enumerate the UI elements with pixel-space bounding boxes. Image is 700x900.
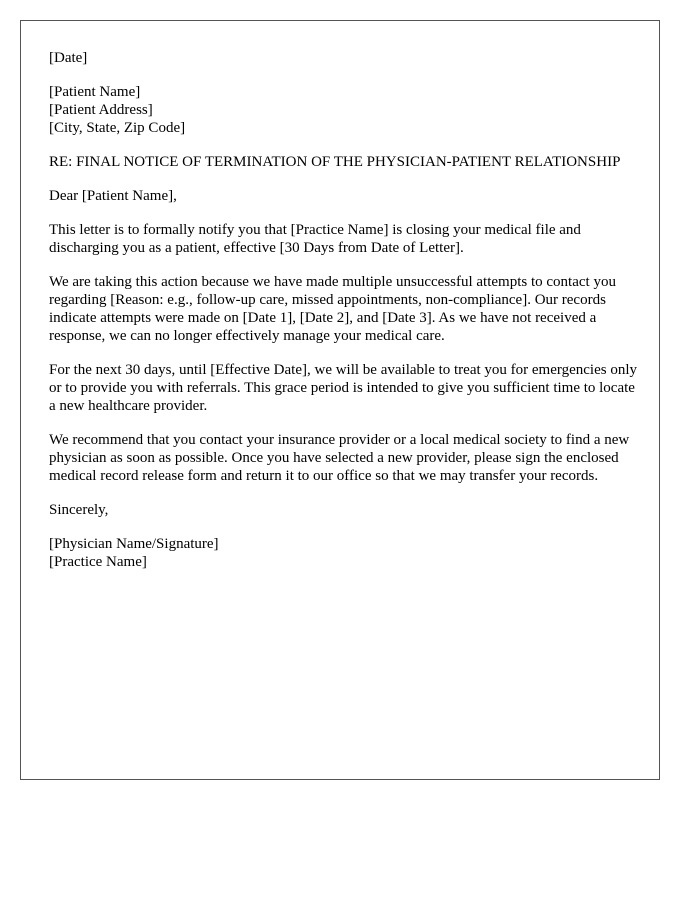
signature-block	[49, 535, 639, 571]
recipient-city-state-zip: [City, State, Zip Code]	[49, 120, 186, 136]
signature-practice: [Practice Name]	[49, 554, 147, 570]
body-paragraph-grace-period: For the next 30 days, until [Effective Date], we will be available to treat you for emergencies only or to provide you with referrals. This grace period is intended to give you sufficient time to locate a new healthcare provider.	[49, 362, 638, 414]
body-paragraph-recommendation: We recommend that you contact your insurance provider or a local medical society to find a new physician as soon as possible. Once you have selected a new provider, please sign the enclosed medical record release form and return it to our office so that we may transfer your records.	[49, 432, 630, 484]
signature-name: [Physician Name/Signature]	[49, 536, 219, 552]
body-paragraph-reason: We are taking this action because we have made multiple unsuccessful attempts to contact you regarding [Reason: e.g., follow-up care, missed appointments, non-compliance]. Our records indicate attempts were made on [Date 1], [Date 2], and [Date 3]. As we have not received a response, we can no longer effectively manage your medical care.	[49, 274, 616, 344]
body-paragraph-notice: This letter is to formally notify you that [Practice Name] is closing your medical file and discharging you as a patient, effective [30 Days from Date of Letter].	[49, 222, 581, 256]
salutation: Dear [Patient Name],	[49, 188, 177, 204]
subject-line: RE: FINAL NOTICE OF TERMINATION OF THE PHYSICIAN-PATIENT RELATIONSHIP	[49, 154, 621, 170]
letter-date: [Date]	[49, 50, 88, 66]
recipient-address	[49, 83, 639, 137]
letter-body	[49, 49, 639, 587]
date-block	[49, 49, 639, 67]
recipient-street: [Patient Address]	[49, 102, 153, 118]
letter-page	[20, 20, 660, 780]
recipient-name: [Patient Name]	[49, 84, 141, 100]
closing: Sincerely,	[49, 502, 109, 518]
